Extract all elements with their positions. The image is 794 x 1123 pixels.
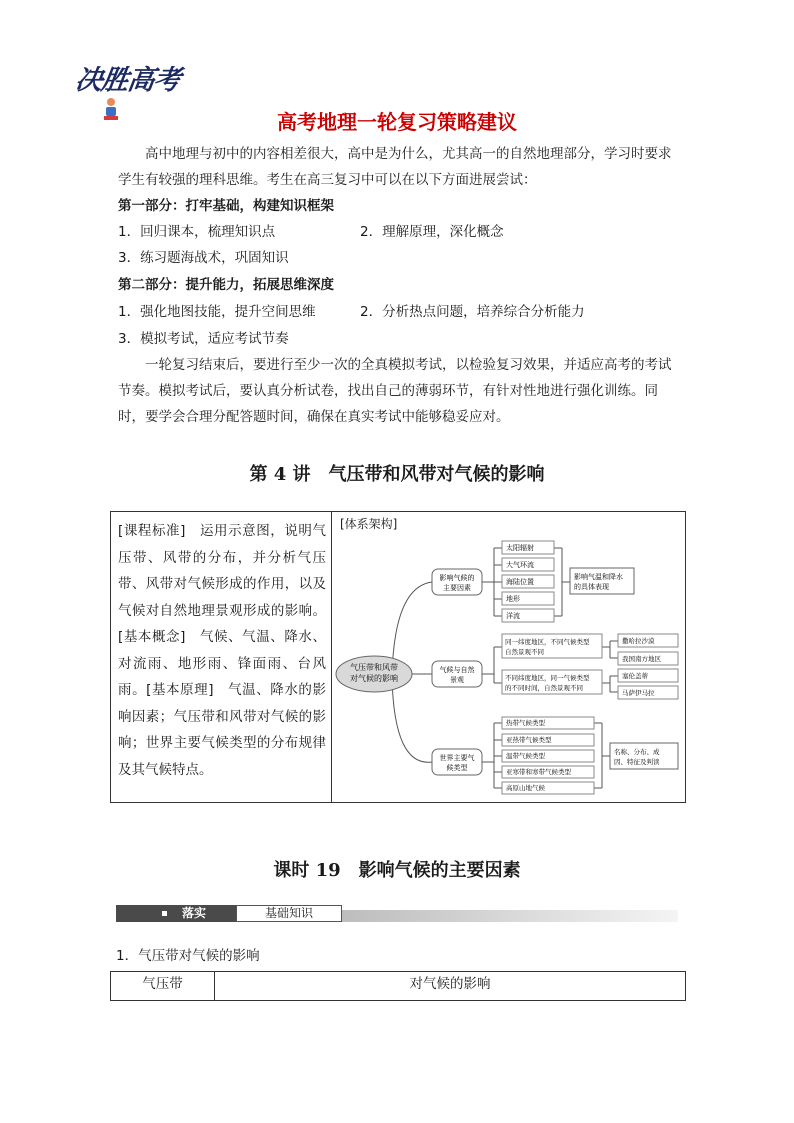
lesson-title: 课时 19 影响气候的主要因素 — [273, 860, 521, 881]
part1-item-1: 1．回归课本，梳理知识点 — [118, 224, 276, 240]
center-node-line-1: 气压带和风带 — [350, 663, 398, 672]
part2-heading: 第二部分：提升能力，拓展思维深度 — [118, 277, 334, 293]
square-bullet-icon — [162, 911, 167, 916]
b2-item-1-line-2: 的不同时间，自然景观不同 — [505, 684, 583, 692]
mindmap-diagram — [332, 512, 685, 802]
b2-item-0-line-2: 自然景观不同 — [505, 648, 544, 656]
course-standards-text: [课程标准] 运用示意图，说明气压带、风带的分布，并分析气压带、风带对气候形成的作用，以及气候对自然地理景观形成的影响。[基本概念] 气候、气温、降水、对流雨、地形雨、锋面雨、台风雨。[基本原理] 气温、降水的影响因素；气压带和风带对气候的影响；世界主要气候类型的分布规律及其气候特点。 — [118, 523, 326, 778]
section-bar — [116, 904, 678, 924]
part2-item-3: 3．模拟考试，适应考试节奏 — [118, 331, 289, 347]
part2-item-2: 2．分析热点问题，培养综合分析能力 — [360, 304, 585, 320]
b3-result-line-1: 名称、分布、成 — [614, 748, 660, 756]
b2-result-1: 我国南方地区 — [622, 655, 661, 663]
b3-item-0: 热带气候类型 — [506, 719, 545, 727]
center-node-line-2: 对气候的影响 — [350, 674, 398, 683]
intro-paragraph-2: 一轮复习结束后，要进行至少一次的全真模拟考试，以检验复习效果，并适应高考的考试节奏。模拟考试后，要认真分析试卷，找出自己的薄弱环节，有针对性地进行强化训练。同时，要学会合理分配答题时间，确保在真实考试中能够稳妥应对。 — [118, 357, 672, 425]
b1-item-4: 洋流 — [506, 612, 520, 620]
b3-item-2: 温带气候类型 — [506, 752, 545, 760]
b1-item-3: 地形 — [506, 595, 520, 603]
b3-item-1: 亚热带气候类型 — [506, 736, 552, 744]
b1-result-line-1: 影响气温和降水 — [574, 573, 623, 581]
table-header-pressure-belt: 气压带 — [111, 972, 215, 1000]
b1-item-0: 太阳辐射 — [506, 544, 534, 552]
lecture-title: 第 4 讲 气压带和风带对气候的影响 — [249, 464, 545, 485]
section-light-label: 基础知识 — [236, 905, 342, 922]
part1-item-3: 3．练习题海战术，巩固知识 — [118, 250, 289, 266]
branch3-line-2: 候类型 — [446, 764, 468, 772]
b1-item-2: 海陆位置 — [506, 578, 534, 586]
b3-item-3: 亚寒带和寒带气候类型 — [506, 768, 571, 776]
section-tag-dark — [116, 905, 236, 922]
table-header-climate-effect: 对气候的影响 — [409, 976, 491, 992]
b2-item-1-line-1: 不同纬度地区，同一气候类型 — [505, 674, 590, 682]
logo-text: 决胜高考 — [73, 65, 182, 96]
b2-result-0: 撒哈拉沙漠 — [622, 637, 655, 645]
section-divider — [342, 910, 678, 922]
b2-result-3: 马萨伊马拉 — [622, 689, 655, 697]
b2-result-2: 塞伦盖蒂 — [622, 672, 648, 680]
branch2-line-1: 气候与自然 — [439, 666, 475, 674]
part2-item-1: 1．强化地图技能，提升空间思维 — [118, 304, 316, 320]
branch1-line-1: 影响气候的 — [439, 574, 475, 582]
b2-item-0-line-1: 同一纬度地区，不同气候类型 — [505, 638, 590, 646]
branch3-line-1: 世界主要气 — [439, 754, 475, 762]
b1-result-line-2: 的具体表现 — [574, 583, 609, 591]
main-title: 高考地理一轮复习策略建议 — [277, 110, 517, 134]
section-dark-label: 落实 — [182, 906, 207, 920]
branch1-line-2: 主要因素 — [443, 584, 471, 592]
branch2-line-2: 景观 — [450, 676, 464, 684]
course-standards-cell — [111, 512, 332, 802]
part1-heading: 第一部分：打牢基础，构建知识框架 — [118, 198, 334, 214]
item-1-heading: 1．气压带对气候的影响 — [116, 948, 260, 964]
b3-result-line-2: 因、特征及判读 — [614, 758, 660, 766]
b3-item-4: 高原山地气候 — [506, 784, 545, 792]
framework-header: [体系架构] — [340, 517, 398, 531]
intro-paragraph-1: 高中地理与初中的内容相差很大，高中是为什么，尤其高一的自然地理部分，学习时要求学生有较强的理科思维。考生在高三复习中可以在以下方面进展尝试： — [118, 146, 672, 188]
part1-item-2: 2．理解原理，深化概念 — [360, 224, 504, 240]
knowledge-framework-cell — [332, 512, 685, 802]
course-overview-box — [110, 511, 686, 803]
pressure-belt-table — [110, 971, 686, 1001]
b1-item-1: 大气环流 — [506, 561, 534, 569]
